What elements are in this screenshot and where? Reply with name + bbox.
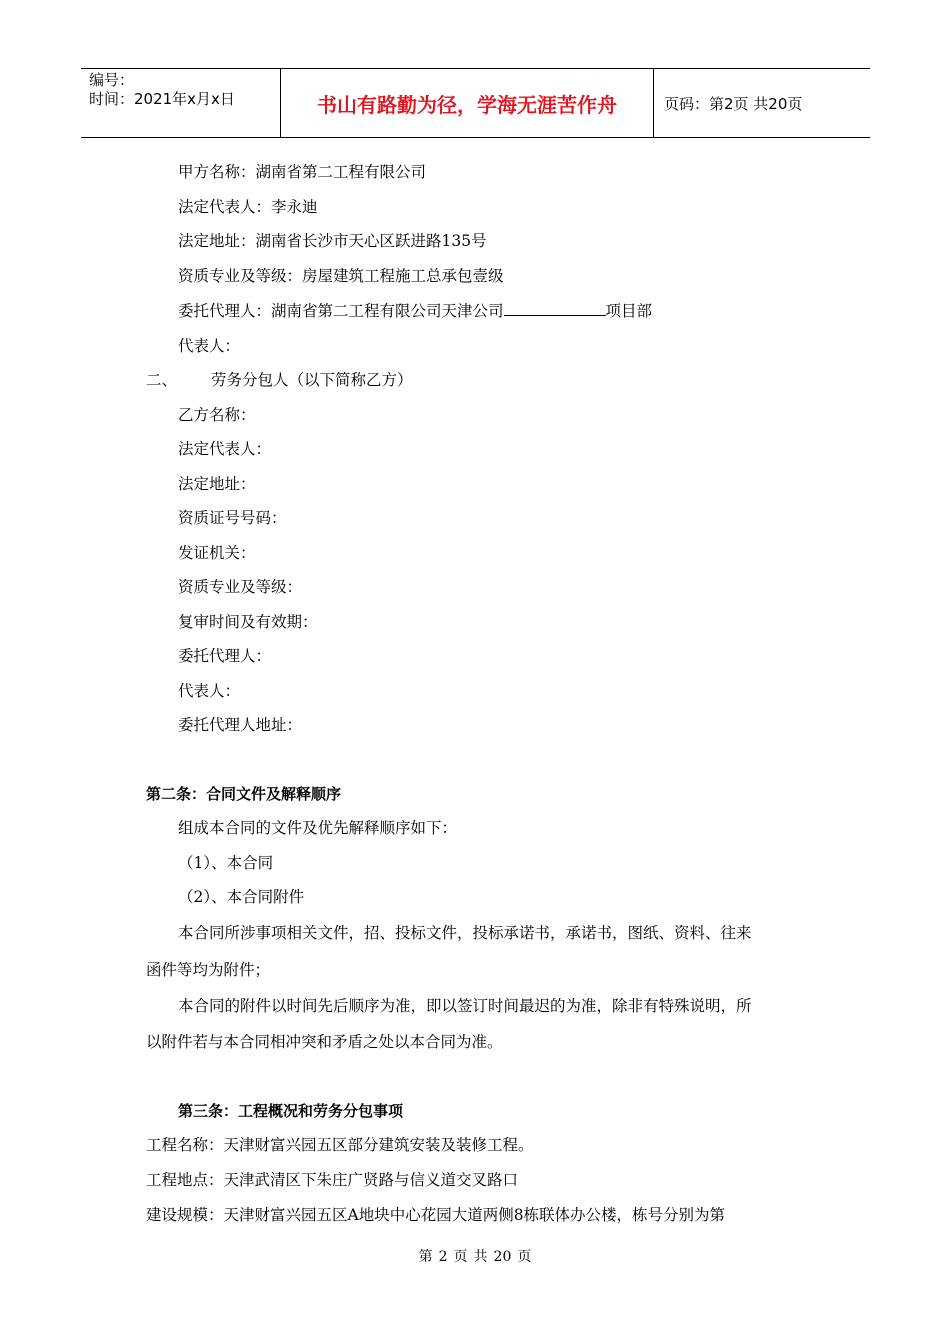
header-time: 时间：2021年x月x日: [89, 90, 235, 108]
footer-text: 共: [473, 1249, 488, 1265]
article-2-para-2: 本合同的附件以时间先后顺序为准，即以签订时间最迟的为准，除非有特殊说明，所: [178, 997, 752, 1015]
article-2-title: 第二条：合同文件及解释顺序: [146, 785, 342, 803]
party-b-field: 法定地址：: [178, 475, 256, 493]
footer-text: 页: [453, 1249, 468, 1265]
party-a-agent: [178, 301, 652, 321]
article-2-item-2: （2）、本合同附件: [178, 888, 305, 906]
project-scale: 建设规模：天津财富兴园五区A地块中心花园大道两侧8栋联体办公楼，栋号分别为第: [146, 1206, 726, 1224]
party-a-legal-rep: 法定代表人：李永迪: [178, 198, 318, 216]
party-a-name: 甲方名称：湖南省第二工程有限公司: [178, 163, 427, 181]
footer-text: 页: [517, 1249, 532, 1265]
article-2-para-2-cont: 以附件若与本合同相冲突和矛盾之处以本合同为准。: [146, 1033, 503, 1051]
project-location: 工程地点：天津武清区下朱庄广贤路与信义道交叉路口: [146, 1171, 519, 1189]
page-header: [81, 68, 870, 138]
article-2-para-1: 本合同所涉事项相关文件，招、投标文件，投标承诺书，承诺书，图纸、资料、往来: [178, 924, 752, 942]
header-number: 编号：: [89, 71, 135, 89]
article-2-para-1-cont: 函件等均为附件；: [146, 961, 271, 979]
party-b-field: 委托代理人：: [178, 647, 272, 665]
party-b-field: 资质证号号码：: [178, 509, 287, 527]
party-b-field: 资质专业及等级：: [178, 578, 303, 596]
footer-page-number: 2: [438, 1249, 448, 1265]
article-3-title: 第三条：工程概况和劳务分包事项: [178, 1102, 404, 1120]
party-b-field: 发证机关：: [178, 544, 256, 562]
project-name: 工程名称：天津财富兴园五区部分建筑安装及装修工程。: [146, 1136, 534, 1154]
party-a-agent-suffix: 项目部: [605, 302, 653, 320]
party-a-legal-address: 法定地址：湖南省长沙市天心区跃进路135号: [178, 232, 487, 250]
party-b-field: 代表人：: [178, 682, 241, 700]
article-2-intro: 组成本合同的文件及优先解释顺序如下：: [178, 819, 458, 837]
footer-total-pages: 20: [493, 1249, 512, 1265]
party-b-field: 复审时间及有效期：: [178, 613, 318, 631]
party-b-heading-number: 二、: [146, 371, 178, 389]
header-meta: [81, 69, 281, 137]
party-b-heading: 劳务分包人（以下简称乙方）: [211, 371, 413, 389]
party-a-qualification: 资质专业及等级：房屋建筑工程施工总承包壹级: [178, 267, 504, 285]
party-b-field: 法定代表人：: [178, 440, 272, 458]
party-b-field: 乙方名称：: [178, 406, 256, 424]
article-2-item-1: （1）、本合同: [178, 854, 274, 872]
header-motto: 书山有路勤为径，学海无涯苦作舟: [281, 69, 654, 137]
footer-text: 第: [418, 1249, 433, 1265]
page-footer: [0, 1246, 950, 1266]
header-page-info: 页码：第2页 共20页: [664, 94, 803, 113]
party-b-field: 委托代理人地址：: [178, 716, 303, 734]
party-a-agent-prefix: 委托代理人：湖南省第二工程有限公司天津公司: [178, 302, 504, 320]
fill-in-blank: [504, 301, 606, 316]
party-a-representative: 代表人：: [178, 337, 241, 355]
